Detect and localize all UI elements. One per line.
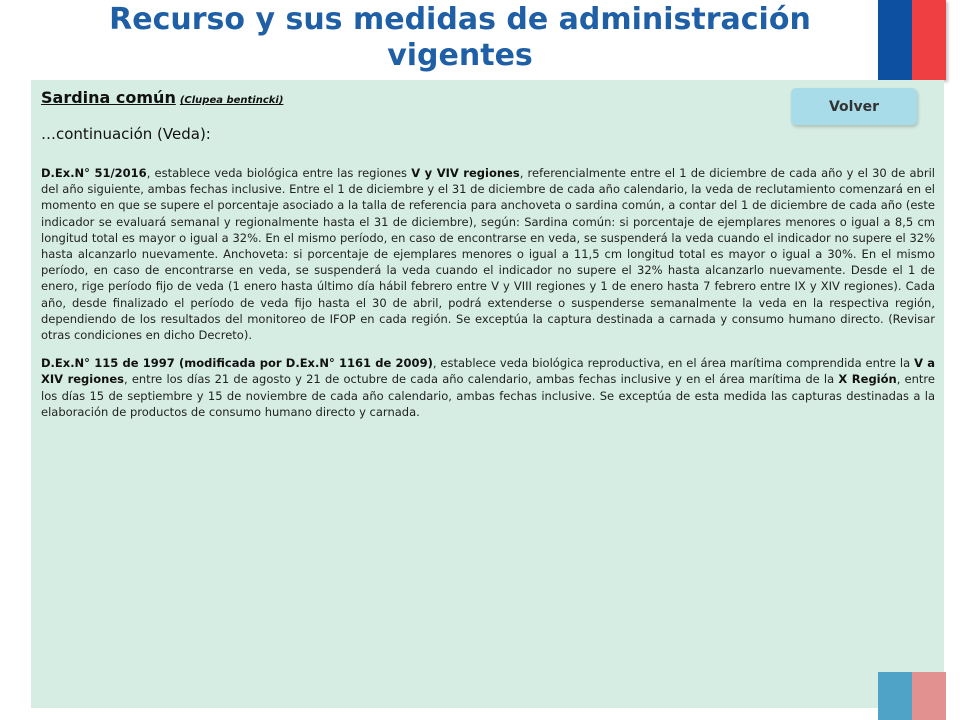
paragraph-text: , referencialmente entre el 1 de diciembre de cada año y el 30 de abril del año siguiente, ambas fechas inclusive. Entre el 1 de diciembre y el 31 de diciembre de cada año calendario, la veda de reclutamiento comenzará en el momento en que se supere el porcentaje asociado a la talla de referencia para anchoveta o sardina común, a contar del 1 de diciembre de cada año (este indicador se evaluará semanal y regionalmente hasta el 31 de diciembre), según: Sardina común: si porcentaje de ejemplares menores o igual a 8,5 cm longitud total es mayor o igual a 32%. En el mismo período, en caso de encontrarse en veda, se suspenderá la veda cuando el indicador no supere el 32% hasta alcanzarlo nuevamente. Anchoveta: si porcentaje de ejemplares menores o igual a 11,5 cm longitud total es mayor o igual a 30%. En el mismo período, en caso de encontrarse en veda, se suspenderá la veda cuando el indicador no supere el 32% hasta alcanzarlo nuevamente. Desde el 1 de enero, rige período fijo de veda (1 enero hasta último día hábil febrero entre V y VIII regiones y 1 de enero hasta 7 febrero entre IX y XIV regiones). Cada año, desde finalizado el período de veda fijo hasta el 30 de abril, podrá extenderse o suspenderse semanalmente la veda en la respectiva región, dependiendo de los resultados del monitoreo de IFOP en cada región. Se exceptúa la captura destinada a carnada y consumo humano directo. (Revisar otras condiciones en dicho Decreto). xyxy=(41,166,935,343)
resource-heading xyxy=(41,88,283,107)
decree-reference: D.Ex.N° 115 de 1997 (modificada por D.Ex.N° 1161 de 2009) xyxy=(41,356,433,371)
flag-red-stripe xyxy=(912,0,946,80)
resource-name: Sardina común xyxy=(41,88,176,107)
paragraph-text: , entre los días 15 de septiembre y 15 de noviembre de cada año calendario, ambas fechas inclusive. Se exceptúa de esta medida las capturas destinadas a la elaboración de productos de consumo humano directo y carnada. xyxy=(41,372,935,419)
chile-flag-decoration-bottom xyxy=(878,672,946,720)
region-emphasis: X Región xyxy=(838,372,897,387)
regulation-paragraph-2 xyxy=(41,355,935,420)
back-button[interactable]: Volver xyxy=(791,88,917,125)
section-subheading: …continuación (Veda): xyxy=(41,125,211,143)
regulation-paragraph-1 xyxy=(41,165,935,343)
paragraph-text: , entre los días 21 de agosto y 21 de octubre de cada año calendario, ambas fechas inclusive y en el área marítima de la xyxy=(123,372,839,387)
chile-flag-decoration-top xyxy=(878,0,946,80)
regions-emphasis: V y VIV regiones xyxy=(411,166,520,180)
regulation-text xyxy=(41,165,935,432)
decree-reference: D.Ex.N° 51/2016 xyxy=(41,166,147,180)
page-title: Recurso y sus medidas de administración vigentes xyxy=(109,2,811,73)
paragraph-text: , establece veda biológica reproductiva, en el área marítima comprendida entre la xyxy=(432,356,915,371)
content-panel xyxy=(31,80,944,708)
flag-red-stripe xyxy=(912,672,946,720)
flag-blue-stripe xyxy=(878,0,912,80)
flag-blue-stripe xyxy=(878,672,912,720)
paragraph-text: , establece veda biológica entre las regiones xyxy=(146,166,412,180)
resource-scientific-name: (Clupea bentincki) xyxy=(179,95,284,106)
regions-emphasis: V a XIV regiones xyxy=(41,356,935,387)
